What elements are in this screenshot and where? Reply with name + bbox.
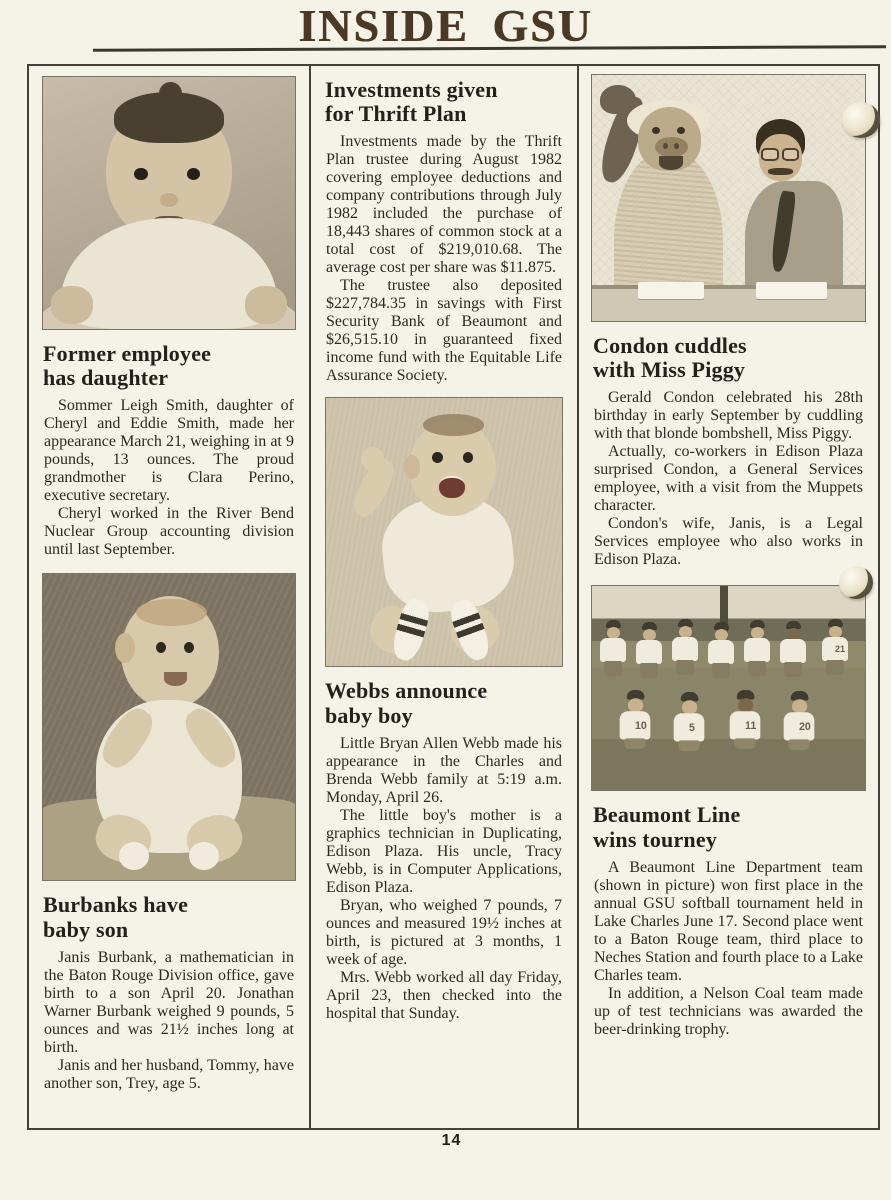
- title-line: has daughter: [43, 365, 169, 391]
- baby-arm: [245, 286, 288, 324]
- softball-player: [596, 620, 630, 676]
- article-body-thrift-plan: [326, 133, 562, 385]
- jersey: [730, 712, 761, 740]
- baby-nose: [160, 193, 178, 207]
- article-title-burbanks: [43, 893, 295, 941]
- jersey: [600, 638, 626, 662]
- column-grid: [27, 64, 880, 1130]
- title-line: Investments given: [325, 77, 498, 102]
- piggy-eye: [677, 127, 685, 134]
- baby-dress: [61, 218, 278, 329]
- player-legs: [734, 739, 755, 750]
- player-legs: [784, 662, 802, 677]
- baby-eye: [184, 642, 194, 653]
- baby-arm: [51, 286, 94, 324]
- player-legs: [624, 739, 645, 750]
- binder-hole: [842, 102, 880, 138]
- photo-sommer-baby: [42, 76, 296, 330]
- man-mustache: [768, 168, 793, 175]
- photo-burbank-baby: [42, 573, 296, 881]
- baby-ear: [115, 633, 135, 664]
- title-line: for Thrift Plan: [325, 101, 467, 127]
- piggy-mouth: [659, 156, 684, 170]
- article-title-condon: [593, 334, 864, 382]
- player-legs: [604, 661, 622, 676]
- softball-player-kneeling: [725, 690, 765, 749]
- baby-ear: [404, 455, 421, 479]
- player-legs: [712, 663, 730, 678]
- title-line: Condon cuddles: [593, 333, 747, 358]
- softball-player-kneeling: [669, 692, 709, 751]
- softball-player: [668, 619, 702, 675]
- baby-bootie: [189, 842, 219, 870]
- jersey: [780, 639, 806, 663]
- article-paragraph: Mrs. Webb worked all day Friday, April 23, then checked into the hospital that Sunday.: [326, 968, 562, 1022]
- article-paragraph: Janis Burbank, a mathematician in the Baton Rouge Division office, gave birth to a son April 20. Jonathan Warner Burbank weighed 9 pounds, 5 ounces and was 21½ inches long at birth.: [44, 948, 294, 1056]
- title-line: wins tourney: [593, 826, 718, 852]
- paper-sheet: [638, 282, 704, 299]
- softball-player: [632, 622, 666, 678]
- masthead-title: INSIDE GSU: [298, 0, 593, 51]
- article-paragraph: A Beaumont Line Department team (shown in picture) won first place in the annual GSU softball tournament held in Lake Charles June 17. Second place went to a Baton Rouge team, third place to Neches Station and fourth place to a Lake Charles team.: [594, 858, 863, 984]
- jersey: [744, 638, 770, 662]
- player-legs: [676, 660, 694, 675]
- article-paragraph: Condon's wife, Janis, is a Legal Services employee who also works in Edison Plaza.: [594, 515, 863, 569]
- article-paragraph: Sommer Leigh Smith, daughter of Cheryl and Eddie Smith, made her appearance March 21, weighing in at 9 pounds, 13 ounces. The proud grandmother is Clara Perino, executive secretary.: [44, 397, 294, 505]
- binder-hole: [839, 566, 873, 599]
- piggy-snout: [655, 137, 688, 158]
- article-title-former-employee: [43, 342, 295, 390]
- player-legs: [640, 663, 658, 678]
- player-legs: [788, 740, 809, 751]
- baby-eye: [432, 452, 443, 463]
- paper-sheet: [756, 282, 827, 299]
- glasses-lens: [761, 148, 779, 162]
- title-line: Beaumont Line: [593, 802, 741, 828]
- player-legs: [678, 741, 699, 752]
- article-paragraph: The trustee also deposited $227,784.35 in savings with First Security Bank of Beaumont and $26,515.10 in guaranteed fixed income fund with the Equitable Life Assurance Society.: [326, 277, 562, 385]
- baby-fist: [361, 447, 383, 471]
- title-line: Former employee: [43, 341, 212, 366]
- player-legs: [748, 661, 766, 676]
- baby-eye: [463, 452, 474, 463]
- baby-hair: [136, 599, 207, 627]
- title-line: baby boy: [325, 702, 413, 728]
- jersey: [636, 640, 662, 664]
- jersey: [822, 637, 848, 661]
- baby-bootie: [119, 842, 149, 870]
- jersey: [620, 712, 651, 740]
- article-title-beaumont: [593, 803, 864, 851]
- softball-player: [776, 621, 810, 677]
- photo-condon-miss-piggy: [591, 74, 866, 322]
- softball-player: [740, 620, 774, 676]
- glasses-lens: [782, 148, 800, 162]
- softball-player-kneeling: [779, 691, 819, 750]
- column-middle: [311, 66, 579, 1128]
- article-paragraph: Gerald Condon celebrated his 28th birthday in early September by cuddling with that blonde bombshell, Miss Piggy.: [594, 389, 863, 443]
- article-paragraph: Janis and her husband, Tommy, have another son, Trey, age 5.: [44, 1056, 294, 1092]
- article-paragraph: Little Bryan Allen Webb made his appearance in the Charles and Brenda Webb family at 5:19 a.m. Monday, April 26.: [326, 734, 562, 806]
- article-paragraph: Cheryl worked in the River Bend Nuclear Group accounting division until last September.: [44, 505, 294, 559]
- baby-hair-tuft: [159, 82, 182, 105]
- piggy-furry-body: [614, 149, 723, 302]
- jersey: [672, 637, 698, 661]
- article-body-former-employee: [44, 397, 294, 559]
- title-line: baby son: [43, 916, 129, 942]
- article-body-burbanks: [44, 949, 294, 1093]
- article-paragraph: Bryan, who weighed 7 pounds, 7 ounces and measured 19½ inches at birth, is pictured at 3 months, 1 week of age.: [326, 896, 562, 968]
- photo-softball-team: [591, 585, 866, 791]
- softball-player-kneeling: [615, 690, 655, 749]
- baby-hair: [423, 414, 484, 435]
- article-body-beaumont: [594, 859, 863, 1039]
- jersey-number: 11: [745, 719, 757, 732]
- title-line: with Miss Piggy: [593, 357, 746, 383]
- jersey-number: 5: [689, 721, 695, 734]
- article-paragraph: Investments made by the Thrift Plan trustee during August 1982 covering employee deductions and company contributions through July 1982 included the purchase of 18,443 shares of common stock at a total cost of $219,010.68. The average cost per share was $11.875.: [326, 133, 562, 277]
- piggy-hand: [600, 85, 635, 115]
- article-paragraph: The little boy's mother is a graphics technician in Duplicating, Edison Plaza. His uncle, Tracy Webb, is in Computer Applications, Edison Plaza.: [326, 806, 562, 896]
- article-paragraph: In addition, a Nelson Coal team made up of test technicians was awarded the beer-drinking trophy.: [594, 984, 863, 1038]
- column-right: [579, 66, 878, 1128]
- softball-player: [818, 619, 852, 675]
- article-body-condon: [594, 389, 863, 569]
- title-line: Webbs announce: [325, 678, 488, 704]
- article-title-thrift-plan: [325, 78, 563, 126]
- jersey: [674, 714, 705, 742]
- jersey: [708, 640, 734, 664]
- column-left: [29, 66, 311, 1128]
- softball-player: [704, 622, 738, 678]
- title-line: Burbanks have: [43, 892, 189, 918]
- baby-eye: [134, 168, 148, 181]
- baby-mouth: [439, 476, 465, 498]
- jersey-number: 10: [635, 719, 647, 732]
- jersey: [784, 713, 815, 741]
- jersey-number: 20: [799, 720, 811, 733]
- page-number: 14: [441, 1132, 462, 1149]
- player-legs: [826, 660, 844, 675]
- photo-webb-baby: [325, 397, 563, 667]
- article-body-webbs: [326, 735, 562, 1023]
- article-paragraph: Actually, co-workers in Edison Plaza surprised Condon, a General Services employee, with a visit from the Muppets character.: [594, 443, 863, 515]
- article-title-webbs: [325, 679, 563, 727]
- jersey-number: 21: [835, 644, 846, 655]
